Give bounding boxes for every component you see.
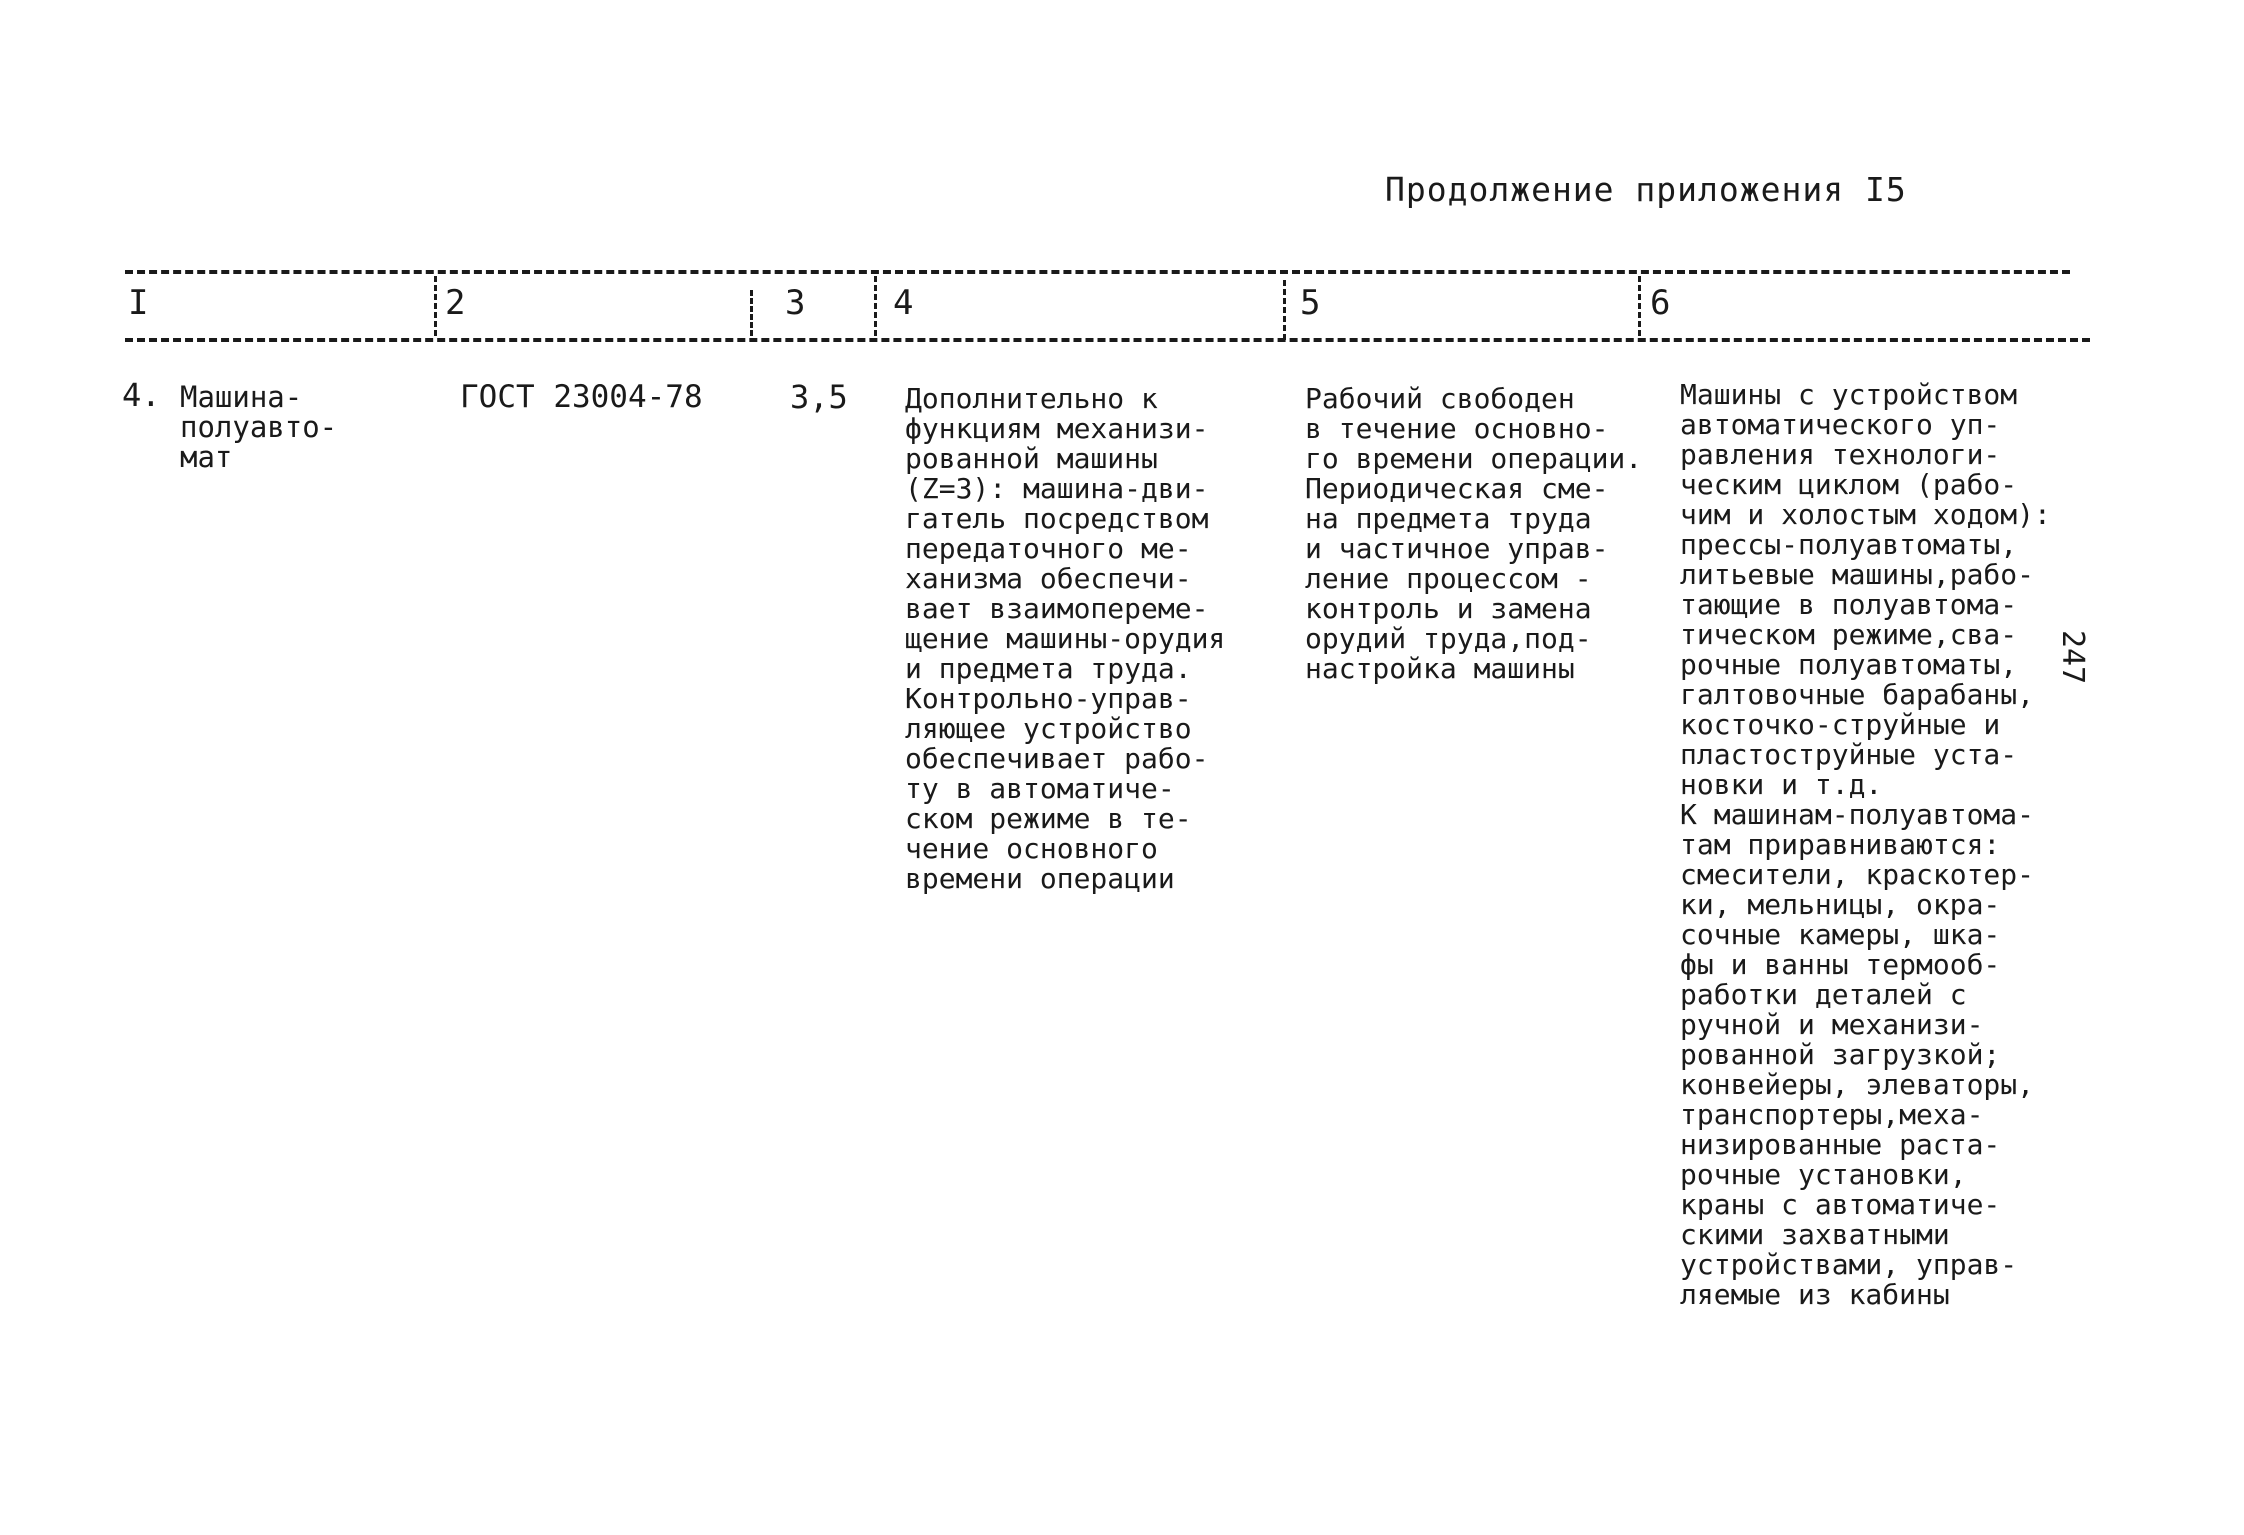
column-number-1: I bbox=[128, 283, 149, 323]
column-number-3: 3 bbox=[785, 283, 806, 323]
column-number-4: 4 bbox=[893, 283, 914, 323]
column-separator bbox=[1283, 280, 1286, 340]
row-number: 4. bbox=[122, 376, 161, 414]
column-separator bbox=[874, 276, 877, 336]
machine-name: Машина- полуавто- мат bbox=[180, 380, 338, 474]
column-separator bbox=[1638, 276, 1641, 336]
column-number-6: 6 bbox=[1650, 283, 1671, 323]
column-number-5: 5 bbox=[1300, 283, 1321, 323]
standard-reference: ГОСТ 23004-78 bbox=[460, 379, 703, 415]
page-number: 247 bbox=[2055, 630, 2090, 685]
machine-examples: Машины с устройством автоматического уп- равления технологи- ческим циклом (рабо- чим и холостым ходом): прессы-полуавтоматы, литьевые машины,рабо- тающие в полуавтома- тическом режиме,сва- рочные полуавтоматы, галтовочные барабаны, косточко-струйные и пластоструйные уста- новки и т.д. К машинам-полуавтома- там приравниваются: смесители, краскотер- ки, мельницы, окра- сочные камеры, шка- фы и ванны термооб- работки деталей с ручной и механизи- рованной загрузкой; конвейеры, элеваторы, транспортеры,меха- низированные раста- рочные установки, краны с автоматиче- скими захватными устройствами, управ- ляемые из кабины bbox=[1680, 378, 2051, 1311]
column-separator bbox=[750, 290, 753, 336]
table-header-rule bbox=[125, 338, 2090, 342]
column-separator bbox=[434, 276, 437, 336]
worker-role: Рабочий свободен в течение основно- го времени операции. Периодическая сме- на предмета труда и частичное управ- ление процессом - контроль и замена орудий труда,под- настройка машины bbox=[1305, 382, 1643, 685]
level-value: 3,5 bbox=[790, 378, 848, 416]
page-header: Продолжение приложения I5 bbox=[1385, 170, 1907, 209]
machine-description: Дополнительно к функциям механизи- рованной машины (Z=3): машина-дви- гатель посредством передаточного ме- ханизма обеспечи- вает взаимопереме- щение машины-орудия и предмета труда. Контрольно-управ- ляющее устройство обеспечивает рабо- ту в автоматиче- ском режиме в те- чение основного времени операции bbox=[905, 382, 1226, 895]
column-number-2: 2 bbox=[445, 283, 466, 323]
table-top-rule bbox=[125, 270, 2070, 274]
